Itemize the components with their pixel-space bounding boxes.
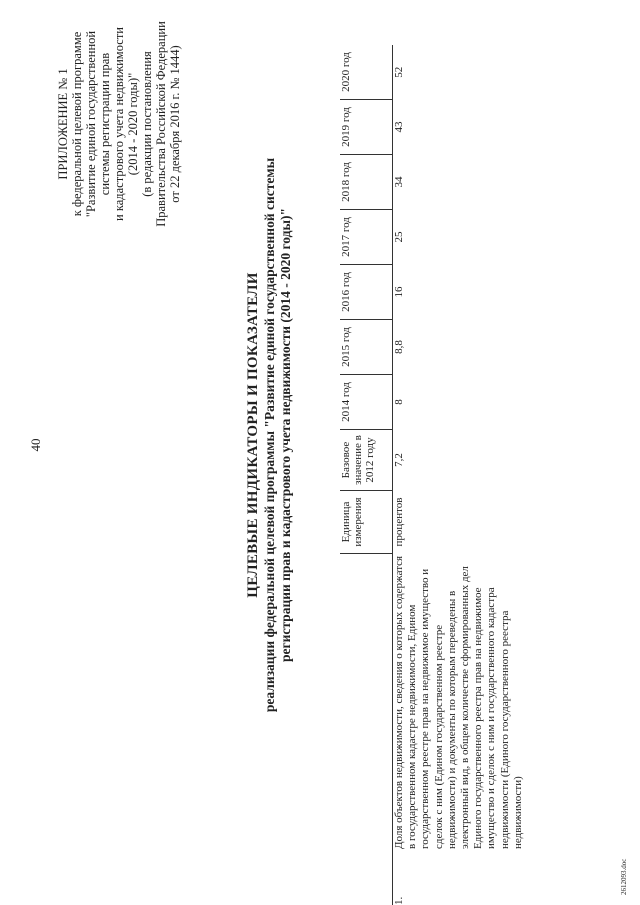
document-title (245, 115, 294, 755)
title-line-1: реализации федеральной целевой программы "Развитие единой государственной системы (262, 157, 277, 713)
row-value-2019: 43 (393, 121, 405, 133)
appendix-line: к федеральной целевой программе (70, 31, 84, 217)
header-2017: 2017 год (340, 210, 393, 265)
row-number: 1. (393, 896, 405, 905)
appendix-line: от 22 декабря 2016 г. № 1444) (168, 45, 182, 203)
header-2018: 2018 год (340, 155, 393, 210)
row-value-2014: 8 (393, 399, 405, 405)
header-2020: 2020 год (340, 45, 393, 100)
header-2019: 2019 год (340, 100, 393, 155)
row-value-2020: 52 (393, 66, 405, 78)
page-number: 40 (28, 438, 43, 452)
header-2016: 2016 год (340, 265, 393, 320)
header-2014: 2014 год (340, 375, 393, 430)
appendix-line: Правительства Российской Федерации (154, 21, 168, 227)
row-unit: процентов (393, 497, 405, 547)
appendix-line: (в редакции постановления (140, 51, 154, 197)
title-line-2: регистрации прав и кадастрового учета недвижимости (2014 - 2020 годы)" (278, 208, 293, 663)
row-value-2016: 16 (393, 286, 405, 298)
row-description: Доля объектов недвижимости, сведения о которых содержатся в государственном кадастре недвижимости, Едином государственном реестре прав на недвижимое имущество и сделок с ним (Едином государственном реестре недвижимости) и документы по которым переведены в электронный вид, в общем количестве сформированных дел Единого государственного реестра прав на недвижимое имущество и сделок с ним и государственного кадастра недвижимости (Единого государственного реестра недвижимости) (393, 555, 524, 849)
header-num-cell (340, 849, 393, 905)
row-value-2018: 34 (393, 176, 405, 188)
header-2015: 2015 год (340, 320, 393, 375)
title-main: ЦЕЛЕВЫЕ ИНДИКАТОРЫ И ПОКАЗАТЕЛИ (245, 272, 261, 598)
table-header-row (340, 45, 393, 905)
row-base-value: 7,2 (393, 453, 405, 467)
header-desc-cell (340, 554, 393, 850)
appendix-line: "Развитие единой государственной (84, 30, 98, 218)
footer-doc-name: 2612093.doc (620, 858, 628, 895)
appendix-line: и кадастрового учета недвижимости (112, 27, 126, 221)
header-unit: Единица измерения (340, 491, 393, 554)
appendix-line: (2014 - 2020 годы)" (126, 72, 140, 176)
row-value-2017: 25 (393, 231, 405, 243)
appendix-line: ПРИЛОЖЕНИЕ № 1 (56, 68, 70, 180)
header-base: Базовое значение в 2012 году (340, 430, 393, 491)
table-row (393, 45, 526, 905)
indicators-table (340, 45, 525, 905)
appendix-block (56, 9, 182, 239)
appendix-line: системы регистрации прав (98, 52, 112, 196)
row-value-2015: 8,8 (393, 340, 405, 354)
